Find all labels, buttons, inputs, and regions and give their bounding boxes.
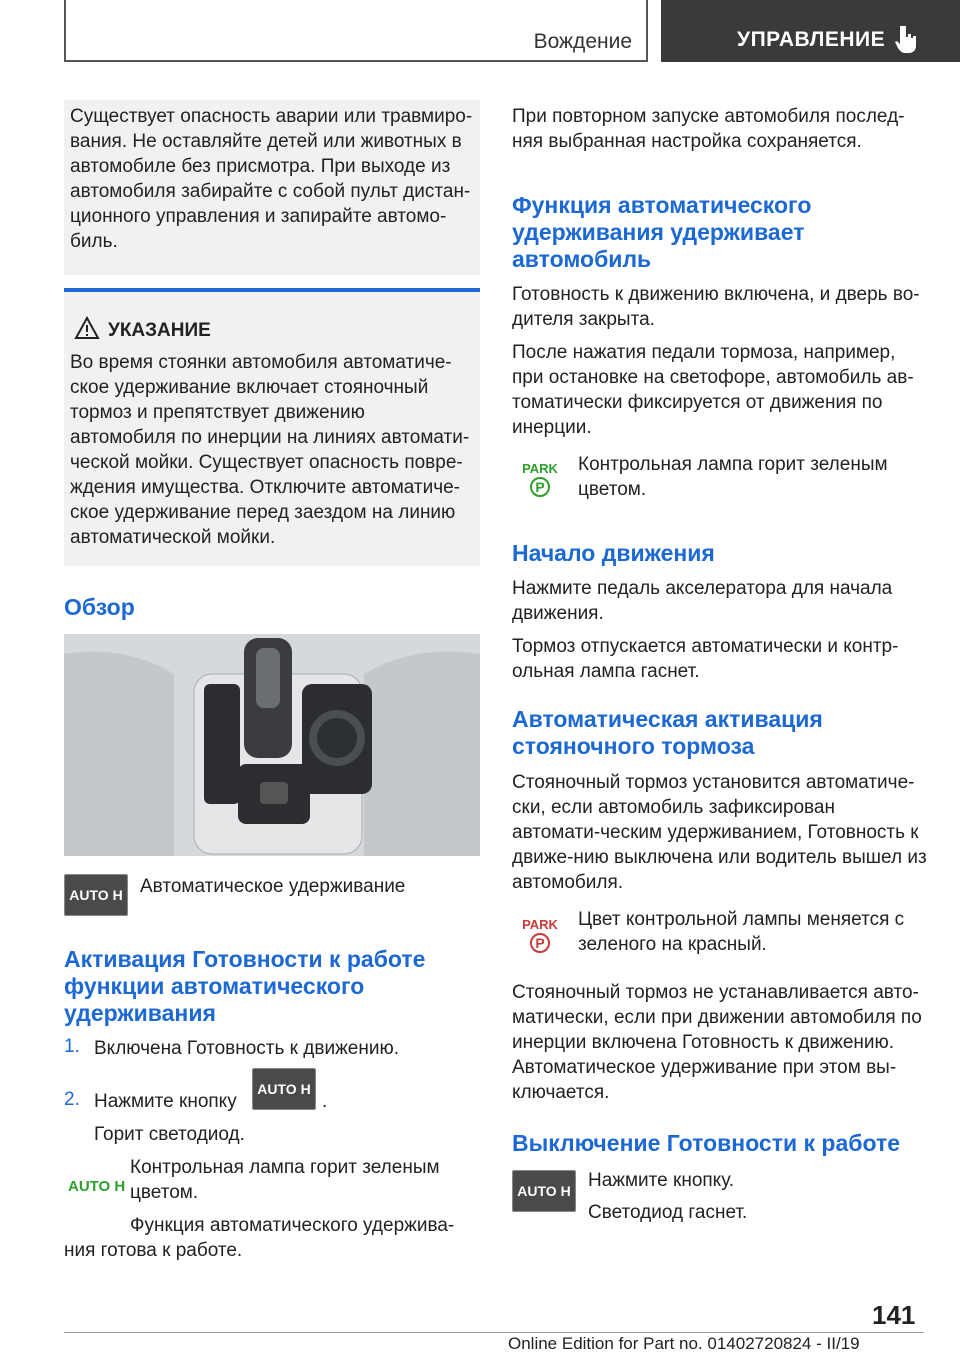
auto-park-p1: Стояночный тормоз установится автоматиче-ски, если автомобиль зафиксирован автомати-ческим удерживанием, Готовность к движе-нию выключена или водитель вышел из автомобиля.	[512, 772, 927, 893]
auto-h-button-inline-icon: AUTO H	[252, 1068, 316, 1110]
start-p2: Тормоз отпускается автоматически и контр-ольная лампа гаснет.	[512, 636, 899, 682]
hold-p2: После нажатия педали тормоза, например, при остановке на светофоре, автомобиль ав-томатически фиксируется от движения по инерции.	[512, 342, 914, 438]
chapter-tab-label: УПРАВЛЕНИЕ	[737, 28, 886, 51]
page-number: 141	[872, 1300, 916, 1330]
section-tab	[64, 0, 648, 62]
notice-title: УКАЗАНИЕ	[108, 320, 211, 341]
park-green-text: Контрольная лампа горит зеленым цветом.	[578, 454, 888, 500]
gear-selector-photo	[64, 634, 480, 856]
park-green-label: PARK	[522, 461, 558, 476]
step-2-text: Нажмите кнопку	[94, 1091, 237, 1112]
park-green-lamp-icon	[520, 462, 560, 497]
park-red-lamp-icon	[520, 918, 560, 953]
step-1-number: 1.	[64, 1036, 80, 1057]
hold-heading: Функция автоматического удерживания удерживает автомобиль	[512, 192, 812, 272]
page-header	[0, 0, 960, 64]
lamp-green-text: Контрольная лампа горит зеленым цветом.	[130, 1157, 440, 1203]
park-green-circle-icon: P	[530, 477, 550, 497]
off-p2: Светодиод гаснет.	[588, 1202, 748, 1223]
step-2-suffix: .	[322, 1091, 328, 1112]
auto-park-p2: Стояночный тормоз не устанавливается авто-матически, если при движении автомобиля по инерции включена Готовность к движению. Автоматическое удерживание при этом вы-ключается.	[512, 982, 922, 1103]
auto-h-button-icon: AUTO H	[64, 874, 128, 916]
off-p1: Нажмите кнопку.	[588, 1170, 735, 1191]
start-heading: Начало движения	[512, 540, 715, 566]
footer-divider	[64, 1332, 924, 1333]
step-2-number: 2.	[64, 1089, 80, 1110]
ready-text: Функция автоматического удержива-ния готова к работе.	[64, 1215, 455, 1261]
warning-triangle-icon	[74, 316, 100, 340]
step-1-text: Включена Готовность к движению.	[94, 1038, 399, 1059]
hand-pointer-icon	[894, 24, 920, 54]
activation-heading: Активация Готовности к работе функции автоматического удерживания	[64, 946, 426, 1026]
auto-h-caption: Автоматическое удерживание	[140, 876, 406, 897]
auto-park-heading: Автоматическая активация стояночного тормоза	[512, 706, 823, 759]
console-photo	[64, 634, 480, 856]
auto-h-button-off-icon: AUTO H	[512, 1170, 576, 1212]
danger-box	[64, 100, 480, 275]
hold-p1: Готовность к движению включена, и дверь во-дителя закрыта.	[512, 284, 920, 330]
park-red-text: Цвет контрольной лампы меняется с зеленого на красный.	[578, 909, 905, 955]
section-tab-label: Вождение	[533, 30, 632, 53]
notice-box	[64, 288, 480, 566]
park-red-label: PARK	[522, 917, 558, 932]
start-p1: Нажмите педаль акселератора для начала движения.	[512, 578, 893, 624]
off-heading: Выключение Готовности к работе	[512, 1130, 901, 1156]
notice-text: Во время стоянки автомобиля автоматиче-ское удерживание включает стояночный тормоз и препятствует движению автомобиля по инерции на линиях автомати-ческой мойки. Существует опасность повре-ждения имущества. Отключите автоматиче-ское удерживание перед заездом на линию автоматической мойки.	[70, 352, 470, 548]
edition-text: Online Edition for Part no. 01402720824 - II/19	[508, 1334, 860, 1353]
led-on-text: Горит светодиод.	[94, 1124, 245, 1145]
park-red-circle-icon: P	[530, 933, 550, 953]
intro-text: При повторном запуске автомобиля послед-няя выбранная настройка сохраняется.	[512, 106, 905, 152]
auto-h-lamp-icon: AUTO H	[68, 1178, 126, 1195]
danger-text: Существует опасность аварии или травмиро-вания. Не оставляйте детей или животных в автомобиле без присмотра. При выходе из автомобиля забирайте с собой пульт дистан-ционного управления и запирайте автомо-биль.	[70, 106, 473, 252]
overview-heading: Обзор	[64, 594, 135, 620]
